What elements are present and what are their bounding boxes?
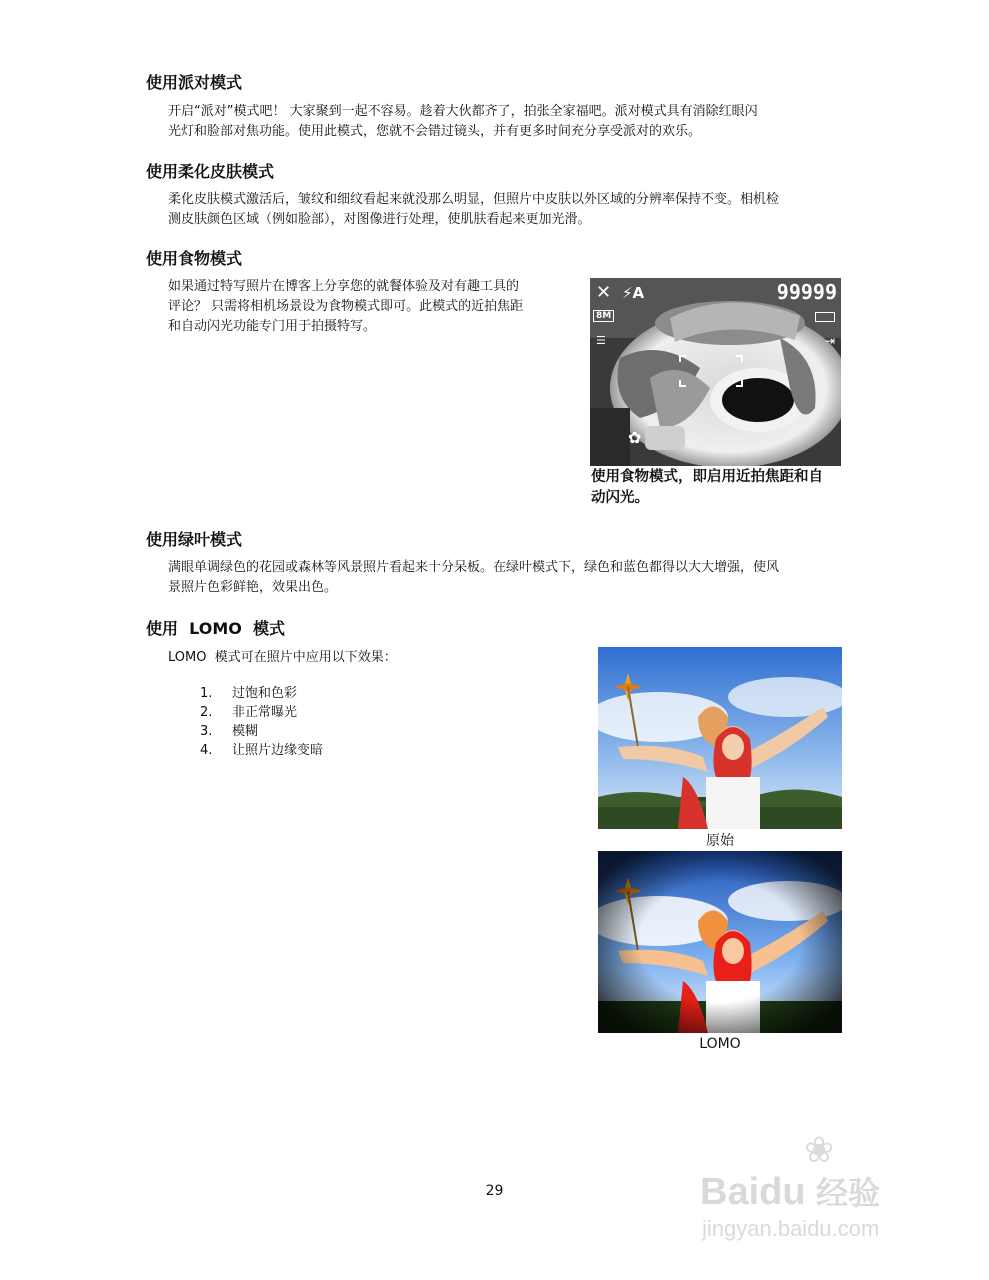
- food-mode-icon: ✕: [596, 282, 612, 303]
- food-photo-caption: [591, 467, 847, 509]
- lomo-intro: LOMO 模式可在照片中应用以下效果：: [168, 650, 397, 665]
- watermark-brand2: du: [759, 1171, 806, 1213]
- lomo-photo: [598, 851, 842, 1033]
- body-line: 景照片色彩鲜艳，效果出色。: [168, 580, 338, 595]
- watermark-cn: 经验: [816, 1175, 881, 1211]
- caption-line: 动闪光。: [591, 490, 649, 506]
- baidu-watermark: [700, 1130, 940, 1250]
- list-number: 1.: [200, 686, 213, 701]
- body-line: 柔化皮肤模式激活后，皱纹和细纹看起来就没那么明显，但照片中皮肤以外区域的分辨率保持不变。相机检: [168, 192, 780, 207]
- list-text: 让照片边缘变暗: [232, 743, 324, 758]
- body-line: 评论？ 只需将相机场景设为食物模式即可。此模式的近拍焦距: [168, 299, 524, 314]
- list-text: 过饱和色彩: [232, 686, 298, 701]
- body-line: 满眼单调绿色的花园或森林等风景照片看起来十分呆板。在绿叶模式下，绿色和蓝色都得以大大增强，使风: [168, 560, 780, 575]
- list-number: 4.: [200, 743, 213, 758]
- lomo-effects-list: [200, 684, 323, 760]
- body-line: 如果通过特写照片在博客上分享您的就餐体验及对有趣工具的: [168, 279, 520, 294]
- lcd-size-badge: 8M: [593, 310, 614, 322]
- lcd-shot-count: 99999: [776, 280, 837, 304]
- caption-line: 使用食物模式，即启用近拍焦距和自: [591, 469, 823, 485]
- list-item: [200, 741, 323, 760]
- watermark-brand: Bai: [700, 1171, 760, 1213]
- body-line: 开启“派对”模式吧！ 大家聚到一起不容易。趁着大伙都齐了，拍张全家福吧。派对模式具有消除红眼闪: [168, 104, 758, 119]
- section-title-soft-skin: 使用柔化皮肤模式: [146, 162, 275, 181]
- caption-lomo: LOMO: [699, 1036, 741, 1052]
- list-number: 3.: [200, 724, 213, 739]
- paw-icon: ❀: [804, 1130, 835, 1171]
- original-photo: [598, 647, 842, 829]
- watermark-url: jingyan.baidu.com: [702, 1216, 880, 1241]
- section-title-party: 使用派对模式: [146, 73, 243, 92]
- storage-icon: ⇥: [824, 334, 835, 348]
- section-title-foliage: 使用绿叶模式: [146, 530, 243, 549]
- list-text: 非正常曝光: [232, 705, 298, 720]
- list-item: [200, 722, 323, 741]
- section-body-party: [168, 102, 758, 142]
- body-line: 光灯和脸部对焦功能。使用此模式，您就不会错过镜头，并有更多时间充分享受派对的欢乐。: [168, 124, 702, 139]
- body-line: 和自动闪光功能专门用于拍摄特写。: [168, 319, 377, 334]
- section-title-food: 使用食物模式: [146, 249, 243, 268]
- section-body-food: [168, 277, 568, 337]
- section-title-lomo: 使用 LOMO 模式: [146, 619, 286, 638]
- macro-icon: ✿: [628, 428, 642, 447]
- body-line: 测皮肤颜色区域（例如脸部），对图像进行处理，使肌肤看起来更加光滑。: [168, 212, 591, 227]
- stabilizer-icon: ☰: [596, 334, 606, 347]
- page-number: 29: [485, 1183, 504, 1199]
- caption-original: 原始: [706, 833, 734, 849]
- list-number: 2.: [200, 705, 213, 720]
- list-item: [200, 684, 323, 703]
- section-body-foliage: [168, 558, 779, 598]
- section-body-soft-skin: [168, 190, 779, 230]
- list-item: [200, 703, 323, 722]
- list-text: 模糊: [232, 724, 259, 739]
- battery-icon: [815, 312, 835, 322]
- lcd-flash-icon: ⚡A: [622, 284, 645, 302]
- food-mode-lcd-photo: [590, 278, 841, 466]
